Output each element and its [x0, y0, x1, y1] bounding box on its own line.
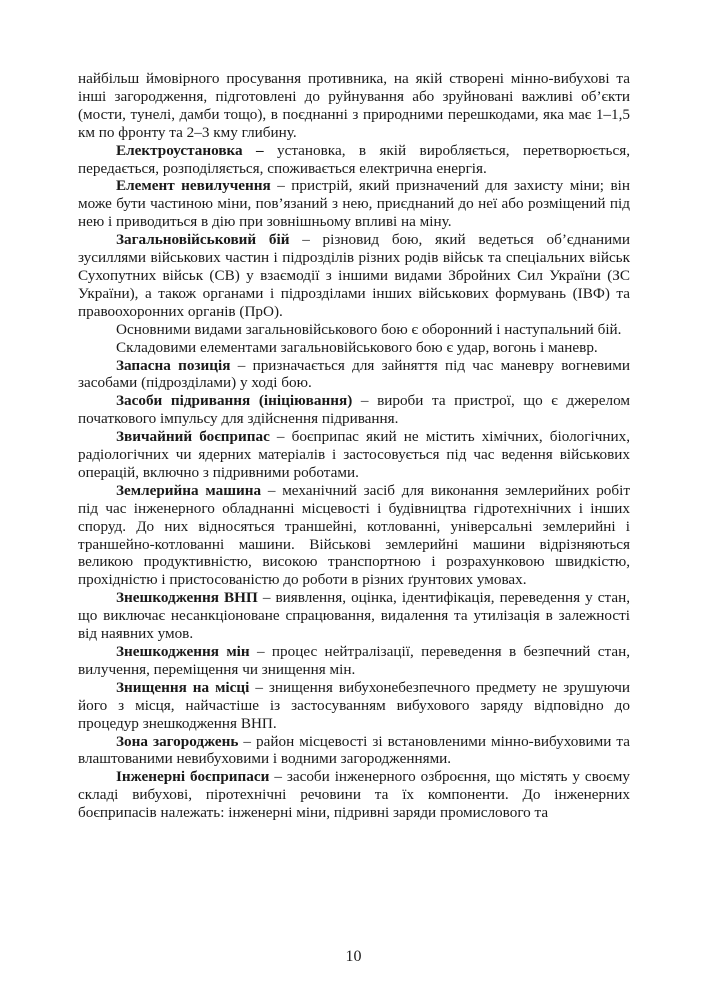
definition-text: – різновид бою, який ведеться об’єднаними зусиллями військових частин і підрозділів різних родів військ та спеціальних військ Сухопутних військ (СВ) у взаємодії з іншими видами Збройних Сил України (ЗС України), а також органами і підрозділами інших військових формувань (ІВФ) та правоохоронних органів (ПрО).	[78, 231, 630, 320]
definition-text: – призначається для зайняття під час маневру вогневими засобами (підрозділами) у ході бою.	[78, 356, 630, 392]
paragraph-definition	[78, 768, 630, 822]
paragraph-definition	[78, 482, 630, 589]
definition-text: – пристрій, який призначений для захисту міни; він може бути частиною міни, пов’язаний з нею, приєднаний до неї або розміщений під нею і приводиться в дію при зовнішньому впливі на міну.	[78, 177, 630, 231]
paragraph-definition	[78, 643, 630, 679]
definition-text: – знищення вибухонебезпечного предмету не зрушуючи його з місця, найчастіше із застосуванням вибухового заряду відповідно до процедур знешкодження ВНП.	[78, 678, 630, 732]
page-number: 10	[345, 948, 362, 965]
definition-text: – боєприпас який не містить хімічних, біологічних, радіологічних чи ядерних матеріалів і застосовується під час ведення військових операцій, включно з підривними роботами.	[78, 428, 630, 481]
paragraph-definition	[78, 231, 630, 321]
paragraph-text	[78, 339, 630, 357]
term: Елемент невилучення	[116, 177, 271, 195]
paragraph-continuation	[78, 70, 630, 142]
term: Знищення на місці	[116, 678, 250, 696]
paragraph-definition	[78, 177, 630, 231]
definition-text: Основними видами загальновійськового бою є оборонний і наступальний бій.	[116, 320, 622, 338]
definition-text: найбільш ймовірного просування противника, на якій створені мінно-вибухові та інші загородження, підготовлені до руйнування або зруйновані важливі об’єкти (мости, тунелі, дамби тощо), в поєднанні з природними перешкодами, яка має 1–1,5 км по фронту та 2–3 кму глибину.	[78, 70, 630, 141]
paragraph-definition	[78, 679, 630, 733]
term: Інженерні боєприпаси	[116, 768, 270, 786]
definition-text: – район місцевості зі встановленими мінно-вибуховими та влаштованими невибуховими і водними загородженнями.	[78, 732, 630, 768]
paragraph-definition	[78, 733, 630, 769]
page-body	[78, 70, 630, 822]
term: Звичайний боєприпас	[116, 428, 270, 446]
definition-text: – вироби та пристрої, що є джерелом початкового імпульсу для здійснення підривання.	[78, 392, 630, 428]
term: Запасна позиція	[116, 356, 231, 374]
definition-text: – механічний засіб для виконання землерийних робіт під час інженерного обладнанні місцевості і будівництва гідротехнічних і інших споруд. До них відносяться траншейні, котлованні, універсальні землерийні і траншейно-котлованні машини. Військові землерийні машини відрізняються великою продуктивністю, високою транспортною і розрахунковою швидкістю, прохідністю і пристосованістю до роботи в різних ґрунтових умовах.	[78, 481, 630, 589]
paragraph-definition	[78, 357, 630, 393]
definition-text: – виявлення, оцінка, ідентифікація, переведення у стан, що виключає несанкціоноване спрацювання, видалення та утилізація в залежності від наявних умов.	[78, 589, 630, 643]
term: Засоби підривання (ініціювання)	[116, 392, 353, 410]
term: Знешкодження мін	[116, 643, 250, 660]
term: Загальновійськовий бій	[116, 231, 290, 249]
paragraph-text	[78, 321, 630, 339]
term: Землерийна машина	[116, 481, 262, 499]
term: Знешкодження ВНП	[116, 589, 258, 607]
paragraph-definition	[78, 392, 630, 428]
paragraph-definition	[78, 142, 630, 178]
term: Зона загороджень	[116, 732, 239, 750]
definition-text: установка, в якій виробляється, перетворюється, передається, розподіляється, споживається електрична енергія.	[78, 141, 630, 177]
definition-text: Складовими елементами загальновійськового бою є удар, вогонь і маневр.	[116, 338, 598, 356]
paragraph-definition	[78, 428, 630, 482]
definition-text: – процес нейтралізації, переведення в безпечний стан, вилучення, переміщення чи знищення мін.	[78, 643, 630, 678]
term: Електроустановка –	[116, 141, 264, 159]
definition-text: – засоби інженерного озброєння, що містять у своєму складі вибухові, піротехнічні речовини та їх компоненти. До інженерних боєприпасів належать: інженерні міни, підривні заряди промислового та	[78, 768, 630, 822]
paragraph-definition	[78, 589, 630, 643]
